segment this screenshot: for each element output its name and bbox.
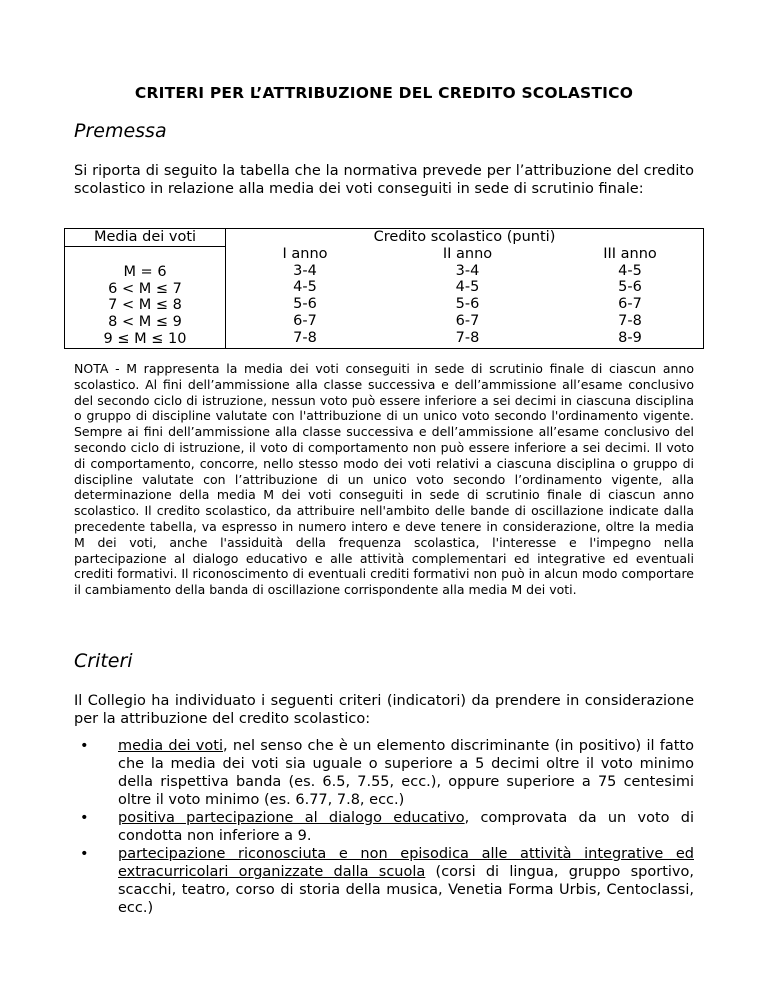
year-header: I anno xyxy=(282,245,328,262)
year-col-1 xyxy=(270,246,340,347)
bullet-icon: • xyxy=(80,846,89,862)
media-values-cell xyxy=(65,246,226,348)
premessa-paragraph: Si riporta di seguito la tabella che la normativa prevede per l’attribuzione del credito scolastico in relazione alla media dei voti conseguiti in sede di scrutinio finale: xyxy=(74,163,694,197)
criterion-text: (corsi di lingua, gruppo sportivo, scacchi, teatro, corso di storia della musica, Venetia Forma Urbis, Centoclassi, ecc.) xyxy=(118,864,694,916)
bullet-icon: • xyxy=(80,738,89,754)
year-columns xyxy=(226,246,703,347)
criteri-list xyxy=(74,737,694,917)
table-cell: 4-5 xyxy=(293,279,317,296)
list-item xyxy=(74,737,694,809)
media-header-cell xyxy=(65,229,226,247)
year-col-3 xyxy=(595,246,665,347)
media-value: M = 6 xyxy=(123,263,167,280)
table-cell: 4-5 xyxy=(618,262,642,279)
criterion-term: media dei voti xyxy=(118,738,223,754)
nota-paragraph: NOTA - M rappresenta la media dei voti conseguiti in sede di scrutinio finale di ciascun anno scolastico. Al fini dell’ammissione alla classe successiva e dell’ammissione all’esame conclusivo del secondo ciclo di istruzione, nessun voto può essere inferiore a sei decimi in ciascuna disciplina o gruppo di discipline valutate con l'attribuzione di un unico voto secondo l'ordinamento vigente. Sempre ai fini dell’ammissione alla classe successiva e dell’ammissione all’esame conclusivo del secondo ciclo di istruzione, il voto di comportamento non può essere inferiore a sei decimi. Il voto di comportamento, concorre, nello stesso modo dei voti relativi a ciascuna disciplina o gruppo di discipline valutate con l’attribuzione di un unico voto secondo l’ordinamento vigente, alla determinazione della media M dei voti conseguiti in sede di scrutinio finale di ciascun anno scolastico. Il credito scolastico, da attribuire nell'ambito delle bande di oscillazione indicate dalla precedente tabella, va espresso in numero intero e deve tenere in considerazione, oltre la media M dei voti, anche l'assiduità della frequenza scolastica, l'interesse e l'impegno nella partecipazione al dialogo educativo e alle attività complementari ed integrative ed eventuali crediti formativi. Il riconoscimento di eventuali crediti formativi non può in alcun modo comportare il cambiamento della banda di oscillazione corrispondente alla media M dei voti. xyxy=(74,361,694,598)
table-cell: 3-4 xyxy=(455,262,480,279)
table-cell: 7-8 xyxy=(293,329,317,346)
list-item xyxy=(74,809,694,845)
media-header: Media dei voti xyxy=(93,229,197,245)
premessa-heading: Premessa xyxy=(74,120,167,142)
page-title: CRITERI PER L’ATTRIBUZIONE DEL CREDITO SCOLASTICO xyxy=(134,84,634,102)
criterion-term: partecipazione riconosciuta e non episodica alle attività integrative ed extracurricolari organizzate dalla scuola xyxy=(118,846,694,880)
table-cell: 5-6 xyxy=(455,296,480,313)
criterion-term: positiva partecipazione al dialogo educativo xyxy=(118,810,465,826)
year-col-2 xyxy=(433,246,503,347)
table-cell: 6-7 xyxy=(618,296,642,313)
media-value: 7 < M ≤ 8 xyxy=(108,297,182,314)
list-item xyxy=(74,845,694,917)
table-cell: 6-7 xyxy=(455,312,480,329)
criterion-text: , comprovata da un voto di condotta non inferiore a 9. xyxy=(118,810,694,844)
bullet-icon: • xyxy=(80,810,89,826)
year-header: III anno xyxy=(603,245,657,262)
table-cell: 7-8 xyxy=(618,312,642,329)
credito-header: Credito scolastico (punti) xyxy=(373,229,556,245)
year-header: II anno xyxy=(442,245,493,262)
media-value: 8 < M ≤ 9 xyxy=(108,314,182,331)
table-cell: 8-9 xyxy=(618,329,642,346)
table-header-row xyxy=(65,229,704,247)
table-cell: 7-8 xyxy=(455,329,480,346)
table-cell: 4-5 xyxy=(455,279,480,296)
criteri-heading: Criteri xyxy=(74,650,133,672)
table-cell: 5-6 xyxy=(293,296,317,313)
credit-table xyxy=(64,228,704,349)
media-list xyxy=(65,264,225,348)
criterion-text: , nel senso che è un elemento discriminante (in positivo) il fatto che la media dei voti sia uguale o superiore a 5 decimi oltre il voto minimo della rispettiva banda (es. 6.5, 7.55, ecc.), oppure superiore a 75 centesimi oltre il voto minimo (es. 6.77, 7.8, ecc.) xyxy=(118,738,694,808)
media-value: 6 < M ≤ 7 xyxy=(108,280,182,297)
table-cell: 3-4 xyxy=(293,262,317,279)
criteri-intro: Il Collegio ha individuato i seguenti criteri (indicatori) da prendere in considerazione per la attribuzione del credito scolastico: xyxy=(74,693,694,727)
media-value: 9 ≤ M ≤ 10 xyxy=(103,330,187,347)
table-cell: 6-7 xyxy=(293,312,317,329)
table-cell: 5-6 xyxy=(618,279,642,296)
credito-cell xyxy=(226,229,704,349)
